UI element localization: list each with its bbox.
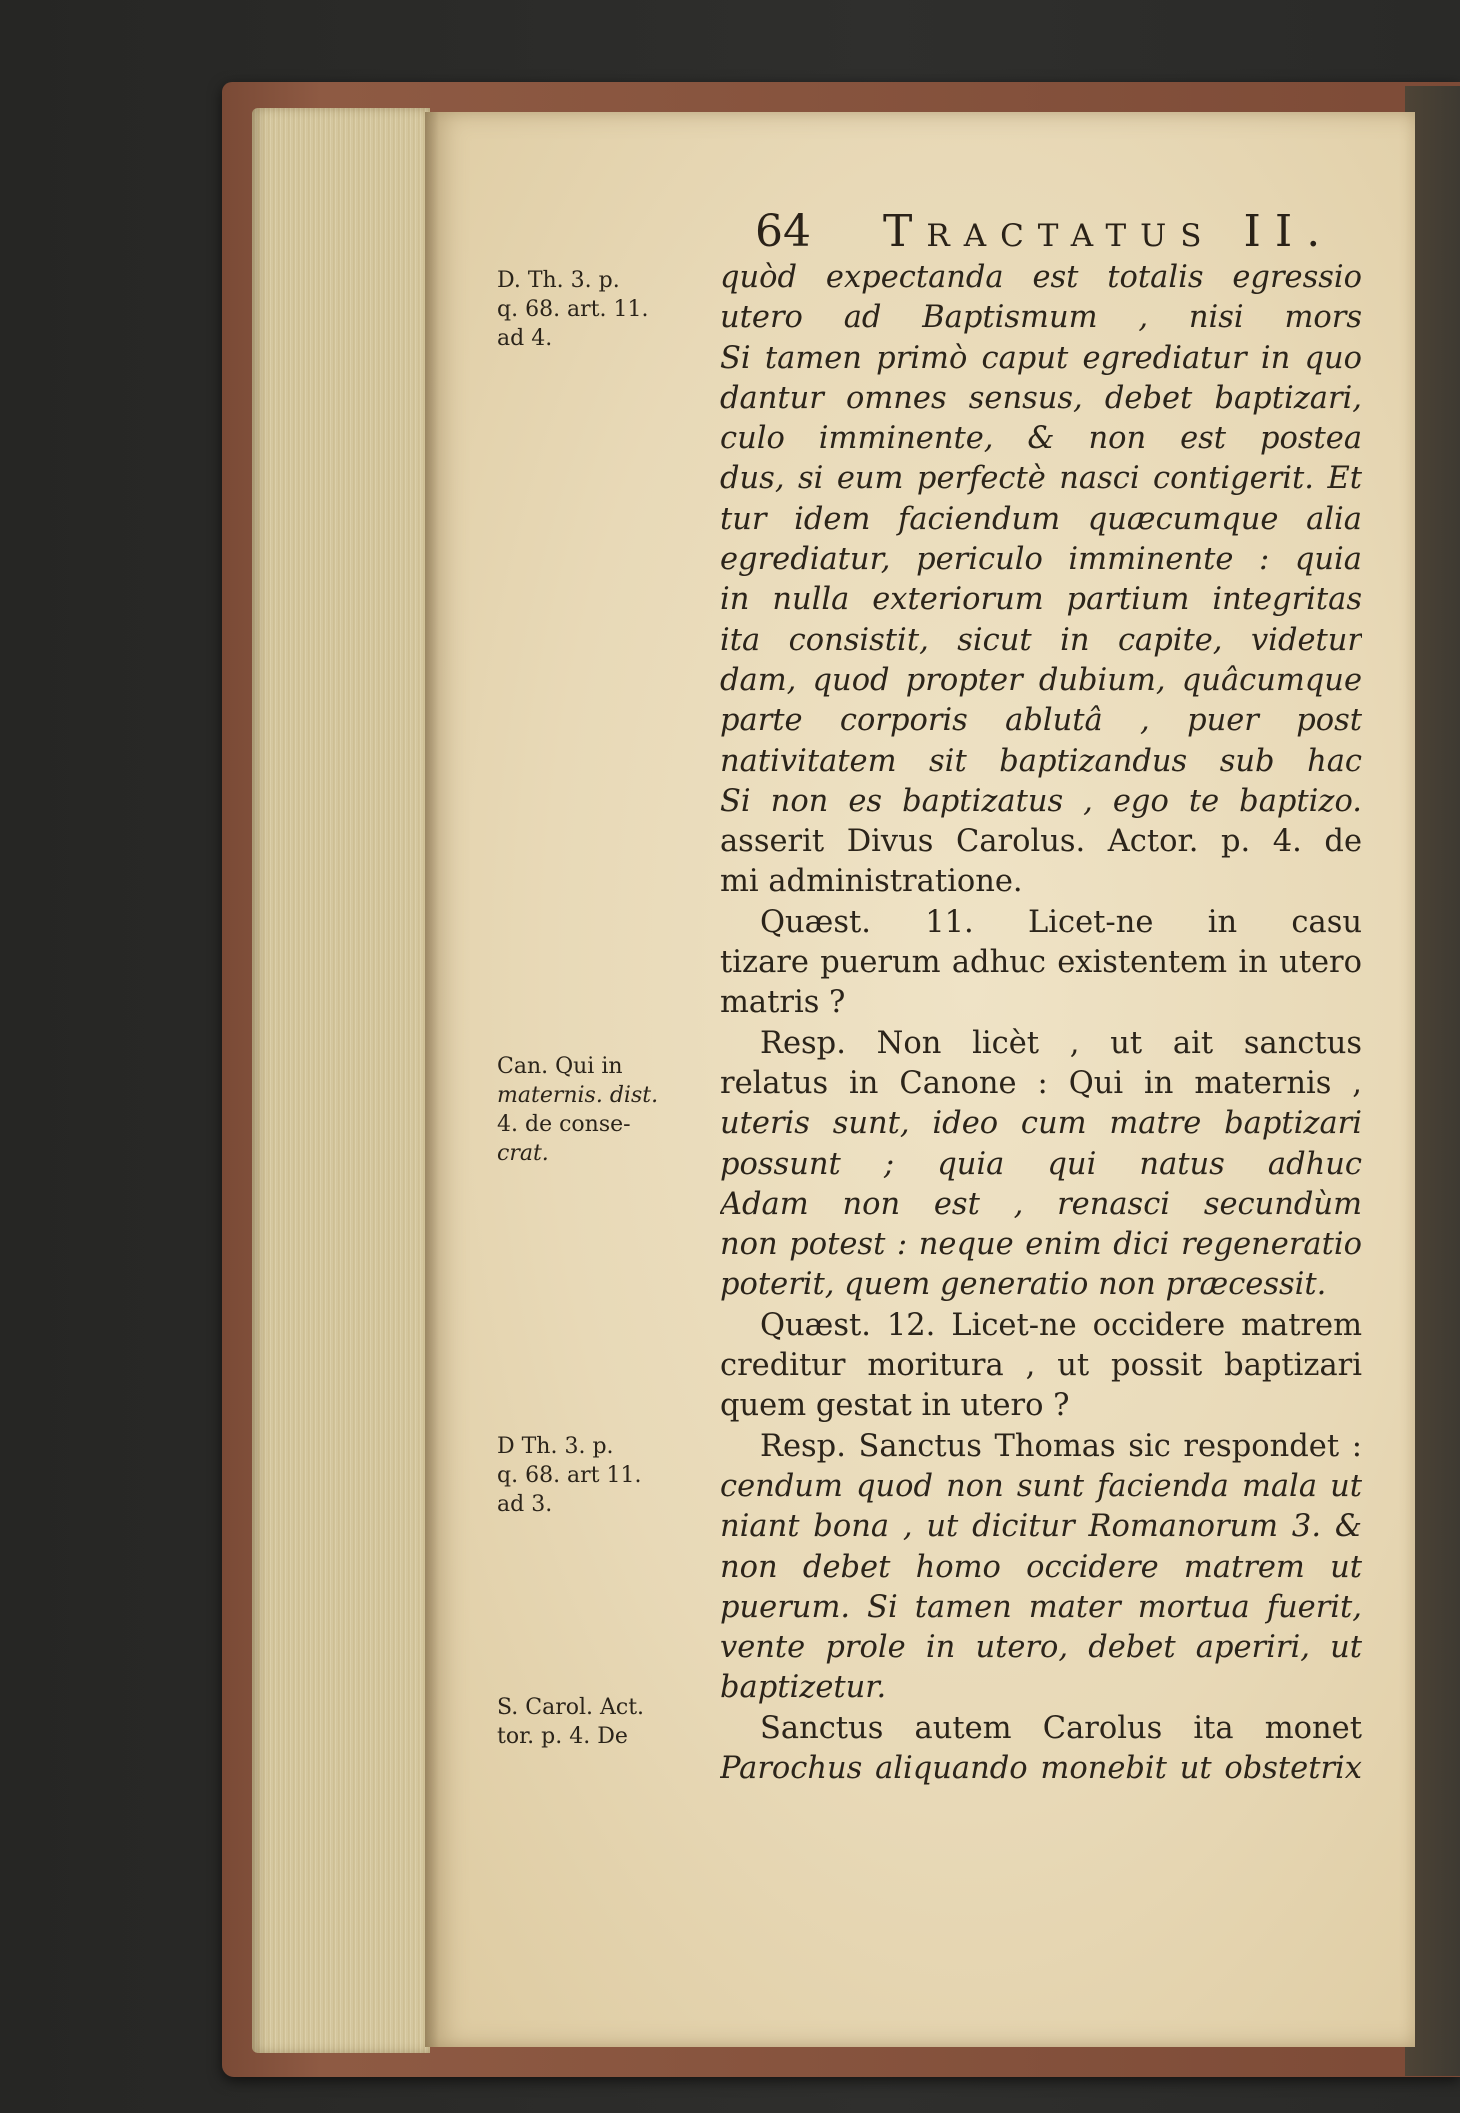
- margin-note-3: [497, 1432, 707, 1519]
- text-line: Resp. Sanctus Thomas sic respondet :: [760, 1428, 1362, 1464]
- text-line: Parochus aliquando monebit ut obstetrix: [720, 1750, 1362, 1786]
- text-line: in nulla exteriorum partium integritas: [720, 582, 1362, 618]
- page-header: [755, 206, 1355, 257]
- margin-note-line: tor. p. 4. De: [497, 1724, 628, 1749]
- text-line: niant bona , ut dicitur Romanorum 3. &: [720, 1509, 1362, 1545]
- margin-note-1: [497, 266, 707, 353]
- text-line: Sanctus autem Carolus ita monet: [760, 1710, 1362, 1746]
- text-line: culo imminente, & non est postea: [720, 421, 1362, 457]
- text-line: Quæst. 12. Licet-ne occidere matrem: [760, 1307, 1362, 1343]
- text-line: matris ?: [720, 985, 846, 1021]
- text-line: dus, si eum perfectè nasci contigerit. Et: [720, 461, 1362, 497]
- text-line: creditur moritura , ut possit baptizari: [720, 1348, 1362, 1384]
- margin-note-line: crat.: [497, 1141, 549, 1166]
- text-line: possunt ; quia qui natus adhuc: [720, 1146, 1362, 1182]
- text-line: non debet homo occidere matrem ut: [720, 1549, 1362, 1585]
- margin-note-line: 4. de conse-: [497, 1112, 631, 1137]
- text-line: egrediatur, periculo imminente : quia: [720, 542, 1362, 578]
- margin-note-line: Can. Qui in: [497, 1054, 623, 1079]
- margin-note-line: D. Th. 3. p.: [497, 268, 620, 293]
- text-line: asserit Divus Carolus. Actor. p. 4. de: [720, 824, 1362, 860]
- text-line: Si non es baptizatus , ego te baptizo.: [720, 783, 1362, 819]
- margin-note-line: ad 3.: [497, 1492, 553, 1517]
- page-number: 64: [755, 206, 811, 257]
- text-line: poterit, quem generatio non præcessit.: [720, 1267, 1327, 1303]
- text-line: utero ad Baptismum , nisi mors: [720, 300, 1362, 336]
- margin-note-line: ad 4.: [497, 326, 553, 351]
- margin-note-4: [497, 1693, 707, 1751]
- text-line: cendum quod non sunt facienda mala ut: [720, 1468, 1362, 1504]
- text-line: baptizetur.: [720, 1670, 887, 1706]
- margin-note-line: q. 68. art. 11.: [497, 297, 649, 322]
- text-line: Resp. Non licèt , ut ait sanctus: [760, 1025, 1362, 1061]
- text-line: vente prole in utero, debet aperiri, ut: [720, 1630, 1362, 1666]
- text-line: non potest : neque enim dici regeneratio: [720, 1227, 1362, 1263]
- text-line: Si tamen primò caput egrediatur in quo: [720, 340, 1362, 376]
- margin-note-line: D Th. 3. p.: [497, 1434, 614, 1459]
- margin-note-line: S. Carol. Act.: [497, 1695, 645, 1720]
- page-gutter-shadow: [425, 112, 439, 2047]
- text-line: nativitatem sit baptizandus sub hac: [720, 743, 1362, 779]
- margin-note-line: maternis. dist.: [497, 1083, 659, 1108]
- text-line: ita consistit, sicut in capite, videtur: [720, 622, 1362, 658]
- text-line: Adam non est , renasci secundùm: [720, 1186, 1362, 1222]
- text-line: tizare puerum adhuc existentem in utero: [720, 945, 1362, 981]
- text-line: quòd expectanda est totalis egressio: [720, 260, 1362, 295]
- text-line: puerum. Si tamen mater mortua fuerit,: [720, 1589, 1362, 1625]
- margin-note-line: q. 68. art 11.: [497, 1463, 642, 1488]
- text-line: tur idem faciendum quæcumque alia: [720, 501, 1362, 537]
- text-line: uteris sunt, ideo cum matre baptizari: [720, 1106, 1362, 1142]
- running-title: Tractatus II.: [883, 206, 1335, 257]
- body-text: [720, 258, 1362, 1789]
- text-line: quem gestat in utero ?: [720, 1388, 1070, 1424]
- text-line: dam, quod propter dubium, quâcumque: [720, 662, 1362, 698]
- text-line: dantur omnes sensus, debet baptizari,: [720, 380, 1362, 416]
- book-page-edges: [252, 108, 430, 2053]
- margin-note-2: [497, 1052, 707, 1168]
- text-line: mi administratione.: [720, 864, 1023, 900]
- text-line: Quæst. 11. Licet-ne in casu: [760, 904, 1362, 940]
- text-line: relatus in Canone : Qui in maternis ,: [720, 1065, 1362, 1101]
- text-line: parte corporis ablutâ , puer post: [720, 703, 1362, 739]
